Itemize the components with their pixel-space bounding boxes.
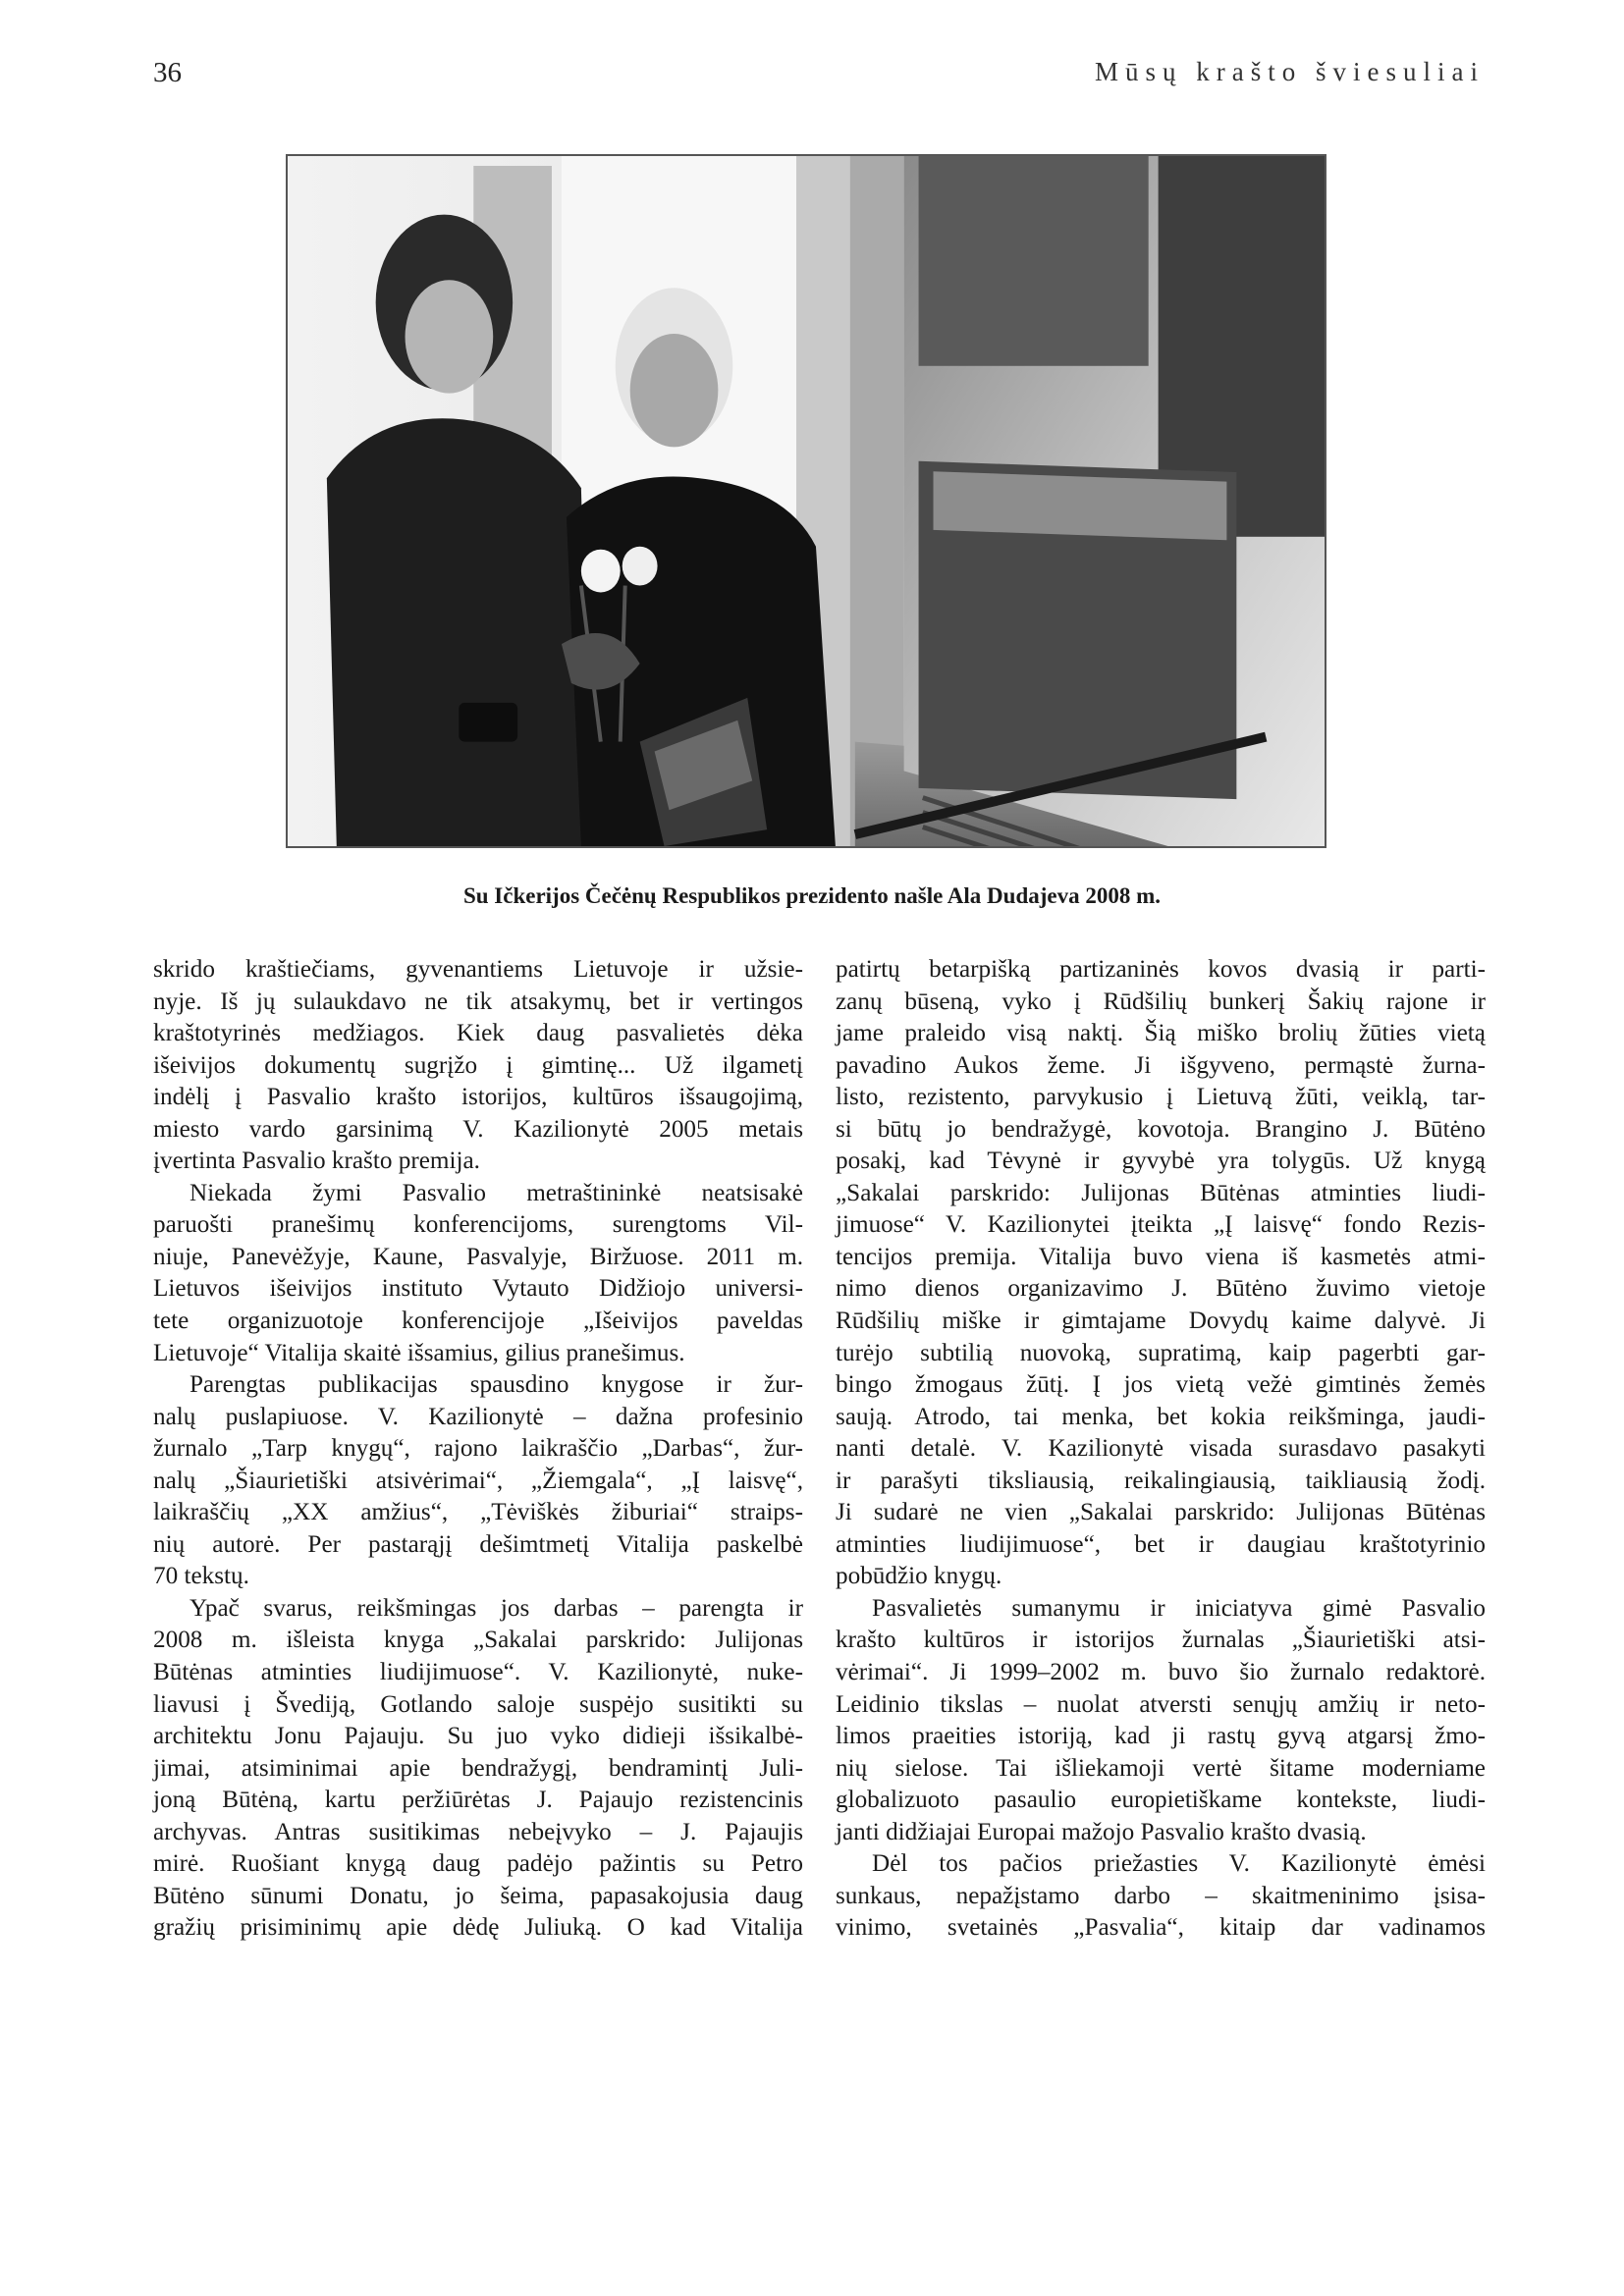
text-line: niuje, Panevėžyje, Kaune, Pasvalyje, Biržuose. 2011 m. — [153, 1243, 803, 1270]
book-title: Mūsų krašto šviesuliai — [1095, 57, 1485, 86]
text-line: vėrimai“. Ji 1999–2002 m. buvo šio žurnalo redaktorė. — [836, 1659, 1486, 1686]
text-line: jame praleido visą naktį. Šią miško brolių žūties vietą — [836, 1020, 1486, 1047]
text-line: tencijos premija. Vitalija buvo viena iš kasmetės atmi- — [836, 1243, 1486, 1270]
text-line: paruošti pranešimų konferencijoms, surengtoms Vil- — [153, 1211, 803, 1239]
text-line: joną Būtėną, kartu peržiūrėtas J. Pajaujo rezistencinis — [153, 1787, 803, 1814]
running-head — [153, 57, 1485, 96]
text-line: indėlį į Pasvalio krašto istorijos, kultūros išsaugojimą, — [153, 1084, 803, 1111]
text-line: nyje. Iš jų sulaukdavo ne tik atsakymų, bet ir vertingos — [153, 988, 803, 1015]
text-line: tete organizuotoje konferencijoje „Išeivijos paveldas — [153, 1308, 803, 1335]
text-column-left — [153, 954, 803, 1945]
text-line: patirtų betarpišką partizaninės kovos dvasią ir parti- — [836, 956, 1486, 983]
text-line: architektu Jonu Pajauju. Su juo vyko didieji išsikalbė- — [153, 1723, 803, 1750]
text-line: Būtėno sūnumi Donatu, jo šeima, papasakojusia daug — [153, 1882, 803, 1909]
text-line: Būtėnas atminties liudijimuose“. V. Kazilionytė, nuke- — [153, 1659, 803, 1686]
text-line: nalų „Šiaurietiški atsivėrimai“, „Žiemgala“, „Į laisvę“, — [153, 1467, 803, 1494]
paragraph-start-line: Niekada žymi Pasvalio metraštininkė neatsisakė — [189, 1179, 803, 1206]
text-line: Leidinio tikslas – nuolat atversti senųjų amžių ir neto- — [836, 1690, 1486, 1718]
text-line: limos praeities istoriją, kad ji rastų gyvą atgarsį žmo- — [836, 1723, 1486, 1750]
text-line: jimai, atsiminimai apie bendražygį, bendramintį Juli- — [153, 1754, 803, 1782]
text-line: Lietuvos išeivijos instituto Vytauto Didžiojo universi- — [153, 1275, 803, 1303]
text-line: Lietuvoje“ Vitalija skaitė išsamius, gilius pranešimus. — [153, 1339, 685, 1366]
text-line: laikraščių „XX amžius“, „Tėviškės žiburiai“ straips- — [153, 1499, 803, 1526]
text-line: posakį, kad Tėvynė ir gyvybė yra tolygūs. Už knygą — [836, 1148, 1486, 1175]
photo-figure — [286, 154, 1326, 848]
text-line: miesto vardo garsinimą V. Kazilionytė 2005 metais — [153, 1115, 803, 1143]
text-line: gražių prisiminimų apie dėdę Juliuką. O kad Vitalija — [153, 1914, 803, 1942]
text-line: Rūdšilių miške ir gimtajame Dovydų kaime dalyvė. Ji — [836, 1308, 1486, 1335]
text-line: nimo dienos organizavimo J. Būtėno žuvimo vietoje — [836, 1275, 1486, 1303]
text-line: Ji sudarė ne vien „Sakalai parskrido: Julijonas Būtėnas — [836, 1499, 1486, 1526]
text-line: kraštotyrinės medžiagos. Kiek daug pasvalietės dėka — [153, 1020, 803, 1047]
text-line: bingo žmogaus žūtį. Į jos vietą vežė gimtinės žemės — [836, 1371, 1486, 1399]
text-line: įvertinta Pasvalio krašto premija. — [153, 1148, 480, 1175]
text-line: mirė. Ruošiant knygą daug padėjo pažintis su Petro — [153, 1850, 803, 1878]
text-line: ir parašyti tiksliausią, reikalingiausią, taikliausią žodį. — [836, 1467, 1486, 1494]
text-line: skrido kraštiečiams, gyvenantiems Lietuvoje ir užsie- — [153, 956, 803, 983]
text-line: nanti detalė. V. Kazilionytė visada surasdavo pasakyti — [836, 1435, 1486, 1463]
text-line: globalizuoto pasaulio europietiškame kontekste, liudi- — [836, 1787, 1486, 1814]
text-line: zanų būseną, vyko į Rūdšilių bunkerį Šakių rajone ir — [836, 988, 1486, 1015]
text-line: žurnalo „Tarp knygų“, rajono laikraščio „Darbas“, žur- — [153, 1435, 803, 1463]
text-line: saują. Atrodo, tai menka, bet kokia reikšminga, jaudi- — [836, 1403, 1486, 1430]
text-line: „Sakalai parskrido: Julijonas Būtėnas atminties liudi- — [836, 1179, 1486, 1206]
paragraph-start-line: Dėl tos pačios priežasties V. Kazilionytė ėmėsi — [872, 1850, 1486, 1878]
text-line: 2008 m. išleista knyga „Sakalai parskrido: Julijonas — [153, 1627, 803, 1654]
paragraph-start-line: Pasvalietės sumanymu ir iniciatyva gimė Pasvalio — [872, 1594, 1486, 1622]
text-line: archyvas. Antras susitikimas nebeįvyko – J. Pajaujis — [153, 1818, 803, 1845]
photograph-image — [288, 156, 1325, 846]
text-line: nių sielose. Tai išliekamoji vertė šitame moderniame — [836, 1754, 1486, 1782]
text-line: krašto kultūros ir istorijos žurnalas „Šiaurietiški atsi- — [836, 1627, 1486, 1654]
text-line: si būtų jo bendražygė, kovotoja. Brangino J. Būtėno — [836, 1115, 1486, 1143]
text-line: pobūdžio knygų. — [836, 1563, 1002, 1590]
text-line: janti didžiajai Europai mažojo Pasvalio krašto dvasią. — [836, 1818, 1367, 1845]
paragraph-start-line: Parengtas publikacijas spausdino knygose ir žur- — [189, 1371, 803, 1399]
text-line: listo, rezistento, parvykusio į Lietuvą žūti, veiklą, tar- — [836, 1084, 1486, 1111]
text-line: pavadino Aukos žeme. Ji išgyveno, permąstė žurna- — [836, 1051, 1486, 1079]
text-line: liavusi į Švediją, Gotlando saloje suspėjo susitikti su — [153, 1690, 803, 1718]
text-column-right — [836, 954, 1486, 1945]
paragraph-start-line: Ypač svarus, reikšmingas jos darbas – parengta ir — [189, 1594, 803, 1622]
text-line: jimuose“ V. Kazilionytei įteikta „Į laisvę“ fondo Rezis- — [836, 1211, 1486, 1239]
text-line: nių autorė. Per pastarąjį dešimtmetį Vitalija paskelbė — [153, 1530, 803, 1558]
text-line: atminties liudijimuose“, bet ir daugiau kraštotyrinio — [836, 1530, 1486, 1558]
text-line: vinimo, svetainės „Pasvalia“, kitaip dar vadinamos — [836, 1914, 1486, 1942]
text-line: turėjo subtilią nuovoką, supratimą, kaip pagerbti gar- — [836, 1339, 1486, 1366]
figure-caption: Su Ičkerijos Čečėnų Respublikos prezidento našle Ala Dudajeva 2008 m. — [462, 883, 1162, 908]
text-line: nalų puslapiuose. V. Kazilionytė – dažna profesinio — [153, 1403, 803, 1430]
page-number: 36 — [153, 57, 182, 88]
text-line: sunkaus, nepažįstamo darbo – skaitmeninimo įsisa- — [836, 1882, 1486, 1909]
text-line: išeivijos dokumentų sugrįžo į gimtinę... Už ilgametį — [153, 1051, 803, 1079]
text-line: 70 tekstų. — [153, 1563, 249, 1590]
